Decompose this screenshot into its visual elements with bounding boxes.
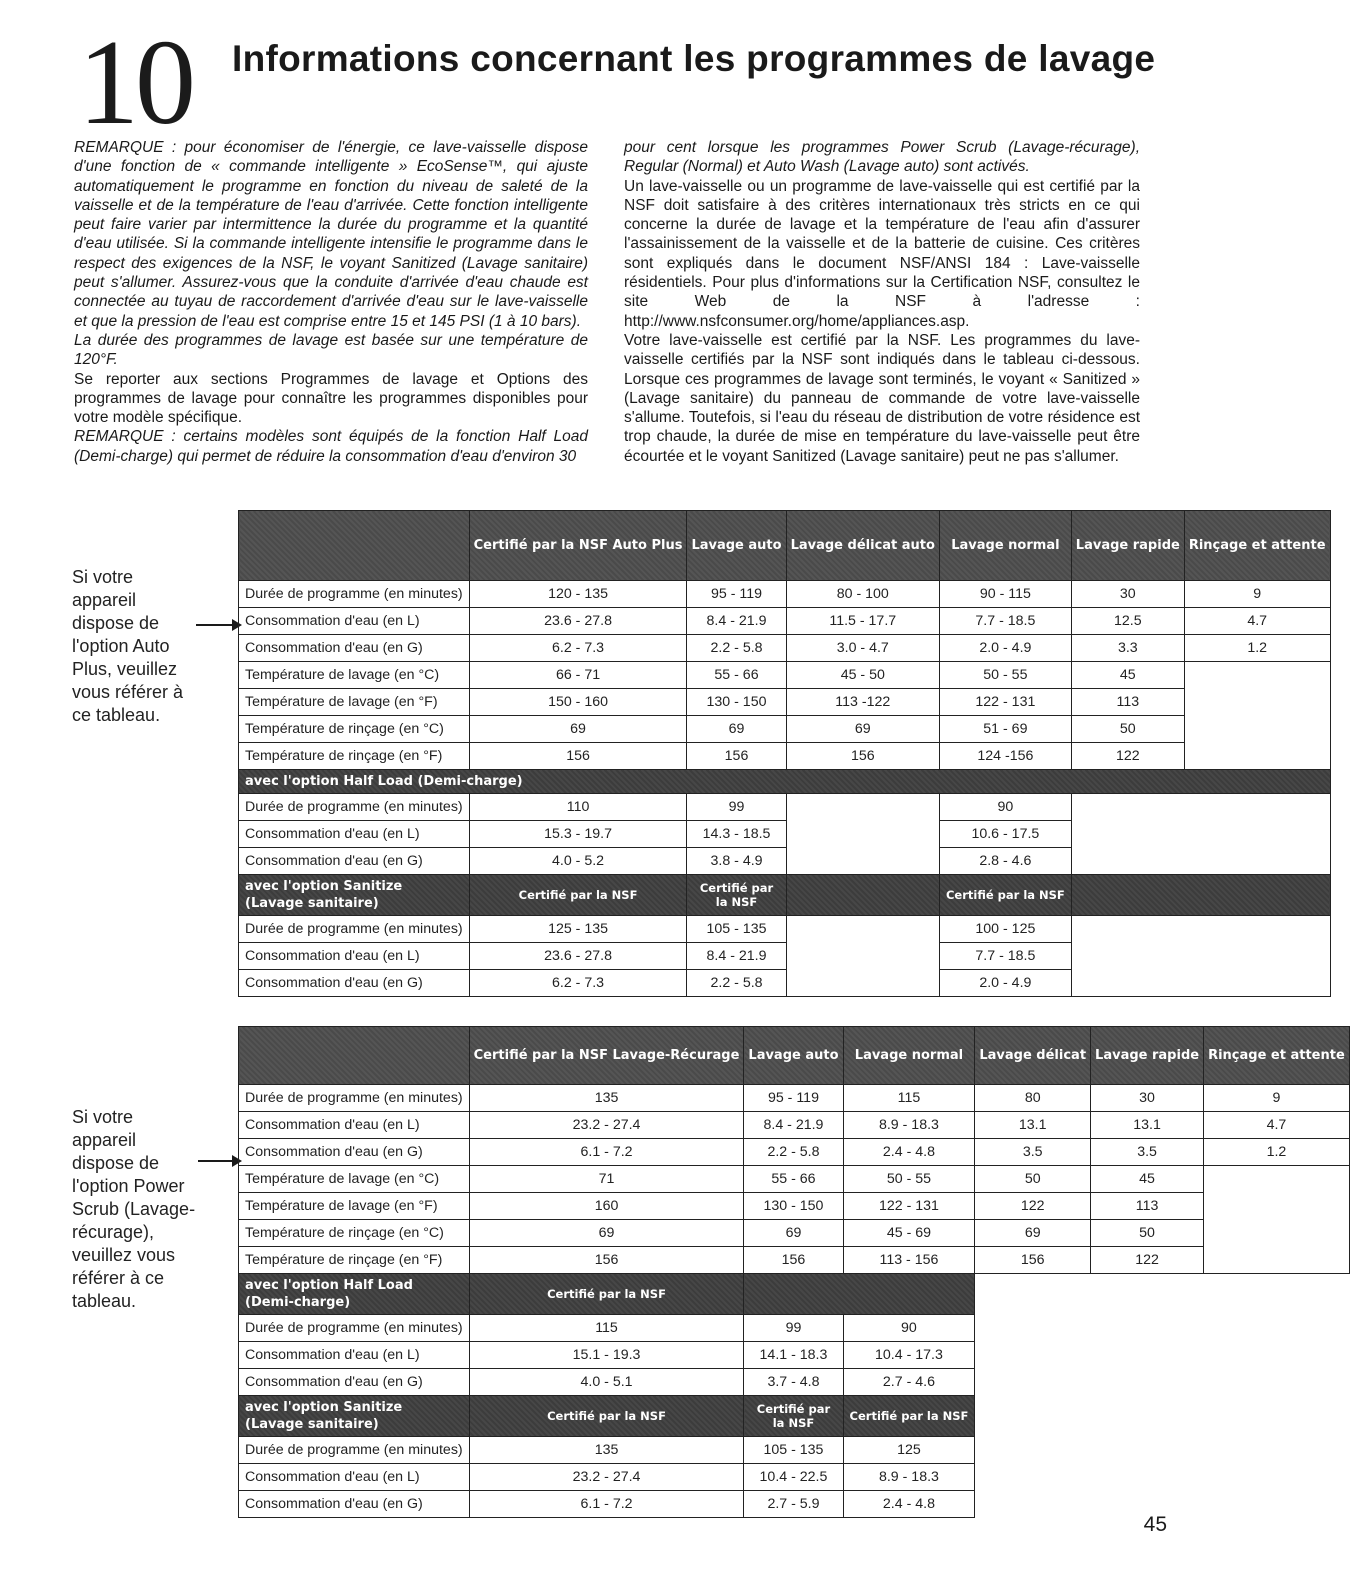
row-label: Température de lavage (en °C) bbox=[239, 1166, 470, 1193]
cycle-table-auto-plus bbox=[238, 510, 1331, 997]
column-header: Rinçage et attente bbox=[1184, 511, 1330, 581]
empty-cell bbox=[1071, 794, 1330, 875]
table-row bbox=[239, 1247, 1350, 1274]
cell: 156 bbox=[469, 1247, 744, 1274]
row-label: Température de rinçage (en °C) bbox=[239, 1220, 470, 1247]
row-label: Température de rinçage (en °F) bbox=[239, 743, 470, 770]
cell: 122 - 131 bbox=[939, 689, 1071, 716]
side-note-auto-plus: Si votre appareil dispose de l'option Auto Plus, veuillez vous référer à ce tableau. bbox=[72, 567, 184, 725]
cell: 69 bbox=[786, 716, 939, 743]
row-label: Durée de programme (en minutes) bbox=[239, 1085, 470, 1112]
nsf-certified-label: Certifié par la NSF bbox=[469, 1274, 744, 1315]
note-duration: La durée des programmes de lavage est basée sur une température de 120°F. bbox=[74, 331, 588, 369]
row-label: Consommation d'eau (en G) bbox=[239, 1491, 470, 1518]
nsf-certified-label: Certifié par la NSF bbox=[744, 1396, 843, 1437]
row-label: Durée de programme (en minutes) bbox=[239, 581, 470, 608]
cell: 10.4 - 17.3 bbox=[843, 1342, 975, 1369]
column-header: Lavage normal bbox=[939, 511, 1071, 581]
cell: 156 bbox=[975, 1247, 1091, 1274]
cell: 9 bbox=[1204, 1085, 1350, 1112]
row-label: Durée de programme (en minutes) bbox=[239, 1315, 470, 1342]
column-header: Lavage auto bbox=[687, 511, 786, 581]
nsf-certified-label: Certifié par la NSF bbox=[939, 875, 1071, 916]
cell: 66 - 71 bbox=[469, 662, 687, 689]
header-blank bbox=[239, 1027, 470, 1085]
cell: 12.5 bbox=[1071, 608, 1184, 635]
subsection-title: avec l'option Sanitize (Lavage sanitaire) bbox=[239, 875, 470, 916]
empty-area bbox=[975, 1315, 1349, 1518]
empty-cell bbox=[1184, 662, 1330, 770]
header-blank bbox=[239, 511, 470, 581]
cell: 80 bbox=[975, 1085, 1091, 1112]
cell: 14.3 - 18.5 bbox=[687, 821, 786, 848]
row-label: Consommation d'eau (en L) bbox=[239, 1342, 470, 1369]
row-label: Consommation d'eau (en G) bbox=[239, 1139, 470, 1166]
cell: 13.1 bbox=[975, 1112, 1091, 1139]
paragraph-nsf-criteria: Un lave-vaisselle ou un programme de lave-vaisselle qui est certifié par la NSF doit satisfaire à des critères internationaux très stricts en ce qui concerne la durée de lavage et la température de l'eau afin d'assurer l'assainissement de la vaisselle et de la batterie de cuisine. Ces critères sont expliqués dans le document NSF/ANSI 184 : Lave-vaisselle résidentiels. Pour plus d'informations sur la Certification NSF, consultez le site Web de la NSF à l'adresse : http://www.nsfconsumer.org/home/appliances.asp. bbox=[624, 177, 1140, 330]
table-header-row bbox=[239, 511, 1331, 581]
cell: 80 - 100 bbox=[786, 581, 939, 608]
row-label: Consommation d'eau (en G) bbox=[239, 635, 470, 662]
cell: 45 bbox=[1071, 662, 1184, 689]
row-label: Consommation d'eau (en G) bbox=[239, 970, 470, 997]
table-row bbox=[239, 916, 1331, 943]
cell: 10.4 - 22.5 bbox=[744, 1464, 843, 1491]
section-number: 10 bbox=[78, 15, 192, 150]
column-header: Lavage délicat auto bbox=[786, 511, 939, 581]
cell: 115 bbox=[469, 1315, 744, 1342]
cell: 2.8 - 4.6 bbox=[939, 848, 1071, 875]
cell: 55 - 66 bbox=[687, 662, 786, 689]
empty-area bbox=[975, 1274, 1349, 1315]
nsf-certified-label: Certifié par la NSF bbox=[469, 875, 687, 916]
cell: 1.2 bbox=[1204, 1139, 1350, 1166]
row-label: Température de rinçage (en °F) bbox=[239, 1247, 470, 1274]
cell: 45 bbox=[1091, 1166, 1204, 1193]
cell: 2.0 - 4.9 bbox=[939, 970, 1071, 997]
column-header: Lavage auto bbox=[744, 1027, 843, 1085]
cell: 110 bbox=[469, 794, 687, 821]
cell: 95 - 119 bbox=[687, 581, 786, 608]
table-row bbox=[239, 1315, 1350, 1342]
cell: 4.7 bbox=[1204, 1112, 1350, 1139]
row-label: Consommation d'eau (en G) bbox=[239, 848, 470, 875]
cell: 30 bbox=[1071, 581, 1184, 608]
cell: 2.4 - 4.8 bbox=[843, 1139, 975, 1166]
cell: 125 - 135 bbox=[469, 916, 687, 943]
cell: 122 bbox=[1071, 743, 1184, 770]
cell: 124 -156 bbox=[939, 743, 1071, 770]
cell: 15.1 - 19.3 bbox=[469, 1342, 744, 1369]
subsection-title: avec l'option Half Load (Demi-charge) bbox=[239, 770, 1331, 794]
cell: 7.7 - 18.5 bbox=[939, 608, 1071, 635]
empty-cell bbox=[1204, 1166, 1350, 1274]
column-header: Lavage délicat bbox=[975, 1027, 1091, 1085]
cell: 2.2 - 5.8 bbox=[744, 1139, 843, 1166]
cell: 45 - 50 bbox=[786, 662, 939, 689]
cell: 150 - 160 bbox=[469, 689, 687, 716]
cell: 6.2 - 7.3 bbox=[469, 970, 687, 997]
cell: 135 bbox=[469, 1437, 744, 1464]
cell: 130 - 150 bbox=[744, 1193, 843, 1220]
cell: 23.6 - 27.8 bbox=[469, 943, 687, 970]
note-half-load-cont: pour cent lorsque les programmes Power Scrub (Lavage-récurage), Regular (Normal) et Auto Wash (Lavage auto) sont activés. bbox=[624, 139, 1140, 176]
subsection-row bbox=[239, 770, 1331, 794]
cell: 69 bbox=[469, 716, 687, 743]
cell: 69 bbox=[744, 1220, 843, 1247]
cell: 120 - 135 bbox=[469, 581, 687, 608]
cell: 23.6 - 27.8 bbox=[469, 608, 687, 635]
cell: 11.5 - 17.7 bbox=[786, 608, 939, 635]
cell: 113 -122 bbox=[786, 689, 939, 716]
cycle-table-power-scrub bbox=[238, 1026, 1350, 1518]
cell: 69 bbox=[975, 1220, 1091, 1247]
empty-cell bbox=[786, 794, 939, 875]
cell: 15.3 - 19.7 bbox=[469, 821, 687, 848]
cell: 8.4 - 21.9 bbox=[687, 608, 786, 635]
table-row bbox=[239, 635, 1331, 662]
cell: 69 bbox=[469, 1220, 744, 1247]
table-row bbox=[239, 608, 1331, 635]
subsection-title: avec l'option Sanitize (Lavage sanitaire) bbox=[239, 1396, 470, 1437]
table-row bbox=[239, 1112, 1350, 1139]
row-label: Durée de programme (en minutes) bbox=[239, 1437, 470, 1464]
cell: 51 - 69 bbox=[939, 716, 1071, 743]
row-label: Température de lavage (en °F) bbox=[239, 1193, 470, 1220]
header-blank bbox=[1071, 875, 1330, 916]
cell: 50 bbox=[1071, 716, 1184, 743]
column-header: Lavage rapide bbox=[1091, 1027, 1204, 1085]
cell: 13.1 bbox=[1091, 1112, 1204, 1139]
cell: 122 - 131 bbox=[843, 1193, 975, 1220]
cell: 6.1 - 7.2 bbox=[469, 1491, 744, 1518]
cell: 3.0 - 4.7 bbox=[786, 635, 939, 662]
table-row bbox=[239, 662, 1331, 689]
cell: 135 bbox=[469, 1085, 744, 1112]
arrow-icon bbox=[198, 1160, 240, 1162]
nsf-certified-label: Certifié par la NSF bbox=[687, 875, 786, 916]
table-row bbox=[239, 1220, 1350, 1247]
cell: 90 bbox=[939, 794, 1071, 821]
row-label: Consommation d'eau (en L) bbox=[239, 943, 470, 970]
cell: 113 bbox=[1071, 689, 1184, 716]
cell: 125 bbox=[843, 1437, 975, 1464]
cell: 113 - 156 bbox=[843, 1247, 975, 1274]
cell: 2.7 - 5.9 bbox=[744, 1491, 843, 1518]
cell: 3.5 bbox=[975, 1139, 1091, 1166]
side-note-power-scrub: Si votre appareil dispose de l'option Power Scrub (Lavage-récurage), veuillez vous référer à ce tableau. bbox=[72, 1107, 196, 1311]
cell: 14.1 - 18.3 bbox=[744, 1342, 843, 1369]
table-row bbox=[239, 1166, 1350, 1193]
cell: 3.8 - 4.9 bbox=[687, 848, 786, 875]
cell: 130 - 150 bbox=[687, 689, 786, 716]
table-row bbox=[239, 689, 1331, 716]
column-header: Certifié par la NSF Auto Plus bbox=[469, 511, 687, 581]
cell: 7.7 - 18.5 bbox=[939, 943, 1071, 970]
cell: 156 bbox=[744, 1247, 843, 1274]
cell: 8.4 - 21.9 bbox=[687, 943, 786, 970]
text-column-right bbox=[624, 138, 1140, 466]
row-label: Consommation d'eau (en L) bbox=[239, 1464, 470, 1491]
cell: 3.5 bbox=[1091, 1139, 1204, 1166]
note-ecosense: REMARQUE : pour économiser de l'énergie, ce lave-vaisselle dispose d'une fonction de « commande intelligente » EcoSense™, qui ajuste automatiquement le programme en fonction du niveau de saleté de la vaisselle et de la température de l'eau d'arrivée. Cette fonction intelligente peut faire varier par intermittence la durée du programme et la quantité d'eau utilisée. Si la commande intelligente intensifie le programme dans le respect des exigences de la NSF, le voyant Sanitized (Lavage sanitaire) peut s'allumer. Assurez-vous que la conduite d'arrivée d'eau chaude est connectée au tuyau de raccordement d'arrivée d'eau sur le lave-vaisselle et que la pression de l'eau est comprise entre 15 et 145 PSI (1 à 10 bars). bbox=[74, 139, 588, 330]
cell: 105 - 135 bbox=[687, 916, 786, 943]
cell: 55 - 66 bbox=[744, 1166, 843, 1193]
cell: 9 bbox=[1184, 581, 1330, 608]
cell: 4.0 - 5.1 bbox=[469, 1369, 744, 1396]
nsf-certified-label: Certifié par la NSF bbox=[843, 1396, 975, 1437]
table-row bbox=[239, 1085, 1350, 1112]
table-row bbox=[239, 716, 1331, 743]
cell: 6.1 - 7.2 bbox=[469, 1139, 744, 1166]
cell: 10.6 - 17.5 bbox=[939, 821, 1071, 848]
cell: 122 bbox=[975, 1193, 1091, 1220]
row-label: Consommation d'eau (en G) bbox=[239, 1369, 470, 1396]
cell: 3.7 - 4.8 bbox=[744, 1369, 843, 1396]
header-blank bbox=[744, 1274, 975, 1315]
cell: 4.7 bbox=[1184, 608, 1330, 635]
cell: 113 bbox=[1091, 1193, 1204, 1220]
row-label: Consommation d'eau (en L) bbox=[239, 821, 470, 848]
empty-cell bbox=[1071, 916, 1330, 997]
page-title: Informations concernant les programmes de lavage bbox=[232, 38, 1156, 79]
table-header-row bbox=[239, 1027, 1350, 1085]
cell: 8.4 - 21.9 bbox=[744, 1112, 843, 1139]
nsf-certified-label: Certifié par la NSF bbox=[469, 1396, 744, 1437]
cell: 160 bbox=[469, 1193, 744, 1220]
arrow-icon bbox=[196, 624, 240, 626]
cell: 8.9 - 18.3 bbox=[843, 1112, 975, 1139]
cell: 30 bbox=[1091, 1085, 1204, 1112]
header-blank bbox=[786, 875, 939, 916]
row-label: Consommation d'eau (en L) bbox=[239, 608, 470, 635]
cell: 2.4 - 4.8 bbox=[843, 1491, 975, 1518]
cell: 100 - 125 bbox=[939, 916, 1071, 943]
cell: 23.2 - 27.4 bbox=[469, 1464, 744, 1491]
page-number: 45 bbox=[1143, 1513, 1167, 1536]
table-row bbox=[239, 1139, 1350, 1166]
cell: 90 bbox=[843, 1315, 975, 1342]
table-row bbox=[239, 743, 1331, 770]
subsection-title: avec l'option Half Load (Demi-charge) bbox=[239, 1274, 470, 1315]
cell: 90 - 115 bbox=[939, 581, 1071, 608]
column-header: Lavage rapide bbox=[1071, 511, 1184, 581]
cell: 50 bbox=[975, 1166, 1091, 1193]
table-row bbox=[239, 794, 1331, 821]
empty-cell bbox=[786, 916, 939, 997]
cell: 50 - 55 bbox=[939, 662, 1071, 689]
column-header: Certifié par la NSF Lavage-Récurage bbox=[469, 1027, 744, 1085]
row-label: Température de lavage (en °C) bbox=[239, 662, 470, 689]
text-column-left bbox=[74, 138, 588, 466]
cell: 99 bbox=[687, 794, 786, 821]
cell: 2.2 - 5.8 bbox=[687, 635, 786, 662]
cell: 2.2 - 5.8 bbox=[687, 970, 786, 997]
cell: 105 - 135 bbox=[744, 1437, 843, 1464]
cell: 71 bbox=[469, 1166, 744, 1193]
paragraph-programs: Se reporter aux sections Programmes de lavage et Options des programmes de lavage pour connaître les programmes disponibles pour votre modèle spécifique. bbox=[74, 370, 588, 427]
cell: 95 - 119 bbox=[744, 1085, 843, 1112]
cell: 99 bbox=[744, 1315, 843, 1342]
cell: 156 bbox=[786, 743, 939, 770]
cell: 156 bbox=[687, 743, 786, 770]
subsection-row bbox=[239, 875, 1331, 916]
cell: 122 bbox=[1091, 1247, 1204, 1274]
cell: 2.0 - 4.9 bbox=[939, 635, 1071, 662]
table-row bbox=[239, 1193, 1350, 1220]
cell: 45 - 69 bbox=[843, 1220, 975, 1247]
cell: 4.0 - 5.2 bbox=[469, 848, 687, 875]
table-row bbox=[239, 581, 1331, 608]
subsection-row bbox=[239, 1274, 1350, 1315]
cell: 50 bbox=[1091, 1220, 1204, 1247]
row-label: Durée de programme (en minutes) bbox=[239, 916, 470, 943]
cell: 2.7 - 4.6 bbox=[843, 1369, 975, 1396]
row-label: Température de lavage (en °F) bbox=[239, 689, 470, 716]
column-header: Rinçage et attente bbox=[1204, 1027, 1350, 1085]
cell: 3.3 bbox=[1071, 635, 1184, 662]
cell: 23.2 - 27.4 bbox=[469, 1112, 744, 1139]
paragraph-nsf-certified: Votre lave-vaisselle est certifié par la NSF. Les programmes du lave-vaisselle certifiés par la NSF sont indiqués dans le tableau ci-dessous. Lorsque ces programmes de lavage sont terminés, le voyant « Sanitized » (Lavage sanitaire) du panneau de commande de votre lave-vaisselle s'allume. Toutefois, si l'eau du réseau de distribution de votre résidence est trop chaude, la durée de mise en température du lave-vaisselle peut être écourtée et le voyant Sanitized (Lavage sanitaire) peut ne pas s'allumer. bbox=[624, 331, 1140, 465]
cell: 115 bbox=[843, 1085, 975, 1112]
cell: 156 bbox=[469, 743, 687, 770]
note-half-load: REMARQUE : certains modèles sont équipés de la fonction Half Load (Demi-charge) qui permet de réduire la consommation d'eau d'environ 30 bbox=[74, 428, 588, 465]
cell: 69 bbox=[687, 716, 786, 743]
row-label: Durée de programme (en minutes) bbox=[239, 794, 470, 821]
row-label: Température de rinçage (en °C) bbox=[239, 716, 470, 743]
cell: 1.2 bbox=[1184, 635, 1330, 662]
cell: 6.2 - 7.3 bbox=[469, 635, 687, 662]
cell: 50 - 55 bbox=[843, 1166, 975, 1193]
row-label: Consommation d'eau (en L) bbox=[239, 1112, 470, 1139]
cell: 8.9 - 18.3 bbox=[843, 1464, 975, 1491]
column-header: Lavage normal bbox=[843, 1027, 975, 1085]
